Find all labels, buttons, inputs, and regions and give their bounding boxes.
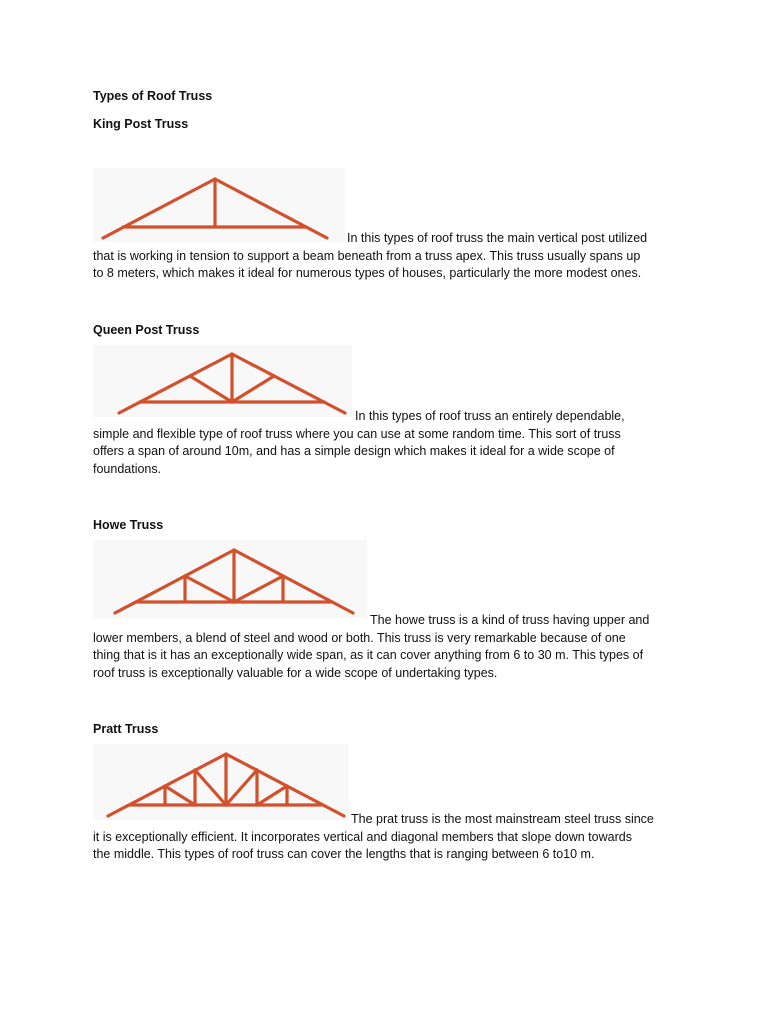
pratt-description: The prat truss is the most mainstream steel truss since it is exceptionally efficient. It incorporates vertical and diagonal members that slope down towards the middle. This types of roof truss can cover the lengths that is ranging between 6 to10 m. [93, 812, 654, 862]
right-diagonal-outer [257, 786, 287, 805]
queen-post-description: In this types of roof truss an entirely dependable, simple and flexible type of roof truss where you can use at some random time. This sort of truss offers a span of around 10m, and has a simple design which makes it ideal for a wide scope of foundations. [93, 409, 625, 476]
right-web [232, 376, 274, 402]
left-diagonal-outer [165, 786, 195, 805]
left-diagonal-inner [195, 770, 226, 805]
section-heading-howe: Howe Truss [93, 518, 164, 532]
document-title: Types of Roof Truss [93, 89, 213, 103]
section-heading-queen-post: Queen Post Truss [93, 323, 200, 337]
left-web [190, 376, 232, 402]
queen-post-truss-diagram [93, 345, 352, 417]
howe-truss-diagram [93, 540, 367, 618]
king-post-description: In this types of roof truss the main vertical post utilized that is working in tension to support a beam beneath from a truss apex. This truss usually spans up to 8 meters, which makes it ideal for numerous types of houses, particularly the more modest ones. [93, 231, 648, 281]
right-diagonal-inner [226, 770, 257, 805]
pratt-truss-diagram [93, 744, 349, 820]
section-heading-king-post: King Post Truss [93, 117, 189, 131]
section-heading-pratt: Pratt Truss [93, 722, 159, 736]
left-diagonal [185, 576, 234, 602]
howe-description: The howe truss is a kind of truss having upper and lower members, a blend of steel and wood or both. This truss is very remarkable because of one thing that is it has an exceptionally wide span, as it can cover anything from 6 to 30 m. This types of roof truss is exceptionally valuable for a wide scope of undertaking types. [93, 613, 650, 680]
right-diagonal [234, 576, 283, 602]
